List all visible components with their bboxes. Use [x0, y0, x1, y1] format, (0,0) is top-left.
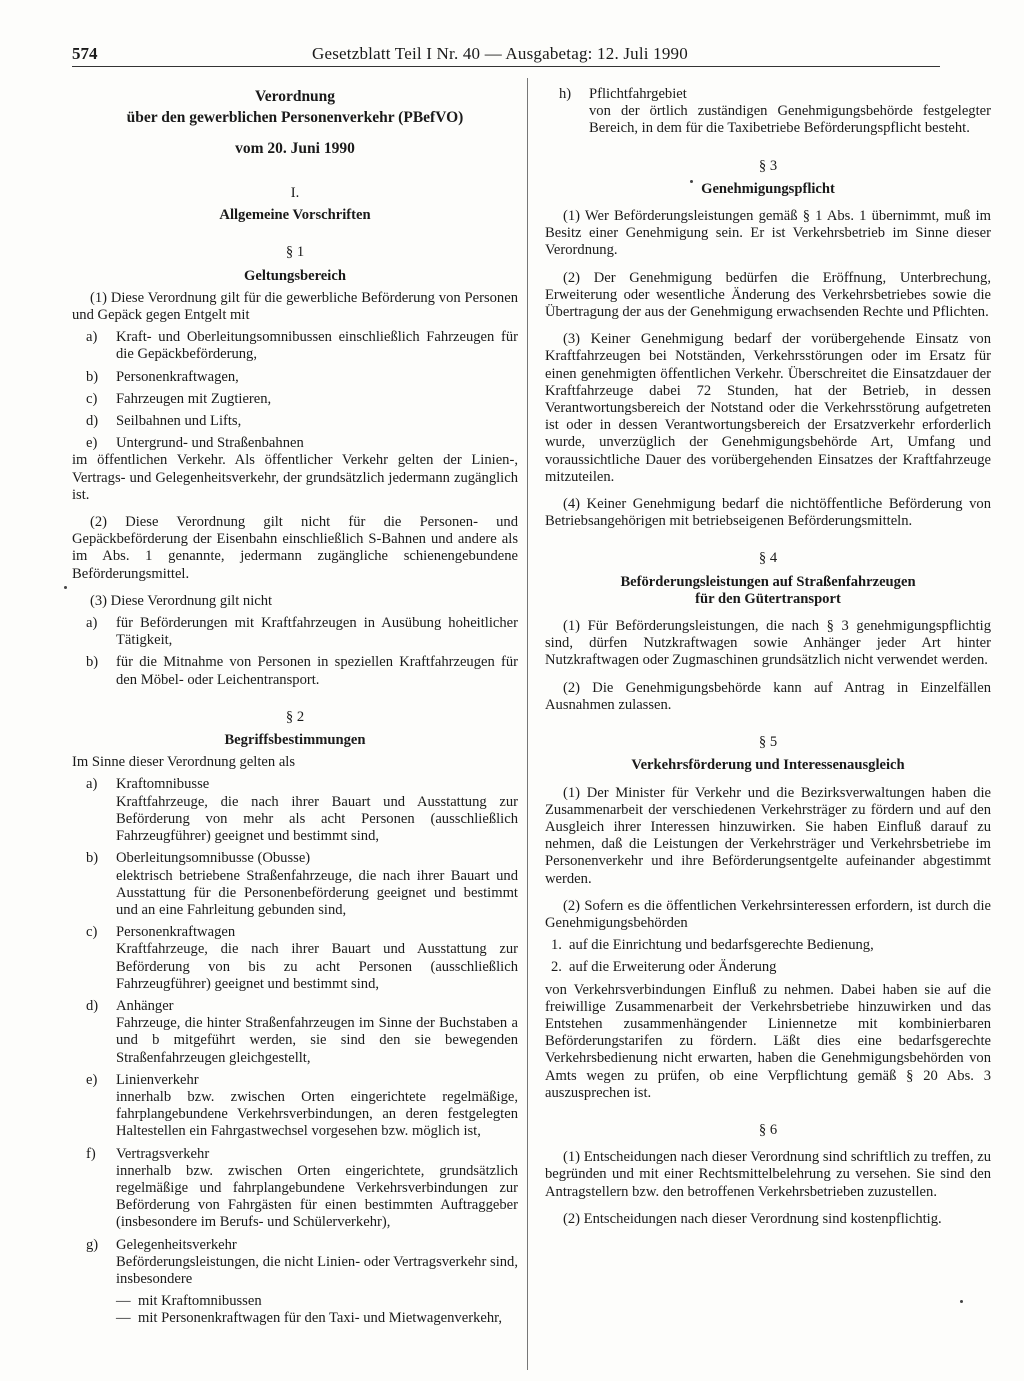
s4-paragraph-2: (2) Die Genehmigungsbehörde kann auf Antrag in Einzelfällen Ausnahmen zulassen.: [545, 679, 991, 713]
section-5-heading: Verkehrsförderung und Interessenausgleich: [631, 757, 905, 774]
left-column: [72, 86, 518, 1328]
s3-paragraph-3: (3) Keiner Genehmigung bedarf der vorübergehende Einsatz von Kraftfahrzeugen bei Notständen, Verkehrsstörungen oder im Ersatz für einen genehmigten öffentlichen Verkehr. Überschreitet die Einsatzdauer der Kraftfahrzeuge dabei 72 Stunden, hat der Betrieb, in dessen Verantwortungsbereich der Notstand oder die Verkehrsstörung aufgetreten ist oder in dessen Verantwortungsbereich der Ersatzverkehr erforderlich wurde, unverzüglich der Genehmigungsbehörde Art, Umfang und voraussichtliche Dauer des vorübergehenden Einsatzes der Kraftfahrzeuge mitzuteilen.: [545, 331, 991, 485]
part-heading: Allgemeine Vorschriften: [219, 207, 371, 224]
s1-paragraph-1-end: im öffentlichen Verkehr. Als öffentlicher Verkehr gelten der Linien-, Vertrags- und Gelegenheitsverkehr, der grundsätzlich jedermann zugänglich ist.: [72, 452, 518, 503]
ordinance-title-line1: Verordnung: [254, 88, 336, 105]
gazette-title: Gesetzblatt Teil I Nr. 40 — Ausgabetag: 12. Juli 1990: [312, 44, 688, 63]
dash-item: — mit Kraftomnibussen: [116, 1293, 262, 1310]
list-item: 2. auf die Erweiterung oder Änderung: [551, 959, 777, 976]
ordinance-date: vom 20. Juni 1990: [235, 140, 355, 157]
section-4-heading-line2: für den Gütertransport: [695, 590, 841, 607]
section-5-number: § 5: [758, 734, 778, 751]
dash-item: — mit Personenkraftwagen für den Taxi- und Mietwagenverkehr,: [116, 1310, 503, 1327]
s5-paragraph-2-end: von Verkehrsverbindungen Einfluß zu nehmen. Dabei haben sie auf die freiwillige Zusammenarbeit der Verkehrsbetriebe hinzuwirken und das Entstehen zusammenhängender Liniennetze mit kombinierbaren Beförderungstarifen zu fördern. Läßt dies eine bedarfsgerechte Verkehrsbedienung nicht erwarten, haben die Genehmigungsbehörden von Amts wegen zu prüfen, ob eine Verpflichtung gemäß § 20 Abs. 3 auszusprechen ist.: [545, 981, 991, 1101]
definition-item: h) Pflichtfahrgebiet von der örtlich zuständigen Genehmigungsbehörde festgelegter Bereich, in dem für die Taxibetriebe Beförderungspflicht besteht.: [559, 86, 991, 137]
list-item: e) Untergrund- und Straßenbahnen: [86, 435, 304, 452]
section-3-number: § 3: [758, 157, 778, 174]
definition-item: d) Anhänger Fahrzeuge, die hinter Straßenfahrzeugen im Sinne der Buchstaben a und b mitgeführt werden, sie sind den sie bewegenden Straßenfahrzeugen gleichgestellt,: [86, 997, 518, 1066]
section-3-heading: Genehmigungspflicht: [701, 180, 835, 197]
column-divider: [527, 78, 528, 1370]
s5-paragraph-2: (2) Sofern es die öffentlichen Verkehrsinteressen erfordern, ist durch die Genehmigungsbehörden: [545, 897, 991, 931]
definition-item: g) Gelegenheitsverkehr Beförderungsleistungen, die nicht Linien- oder Vertragsverkehr sind, insbesondere: [86, 1236, 518, 1287]
section-2-number: § 2: [285, 708, 305, 725]
s6-paragraph-2: (2) Entscheidungen nach dieser Verordnung sind kostenpflichtig.: [563, 1210, 942, 1227]
section-2-heading: Begriffsbestimmungen: [224, 732, 366, 749]
definition-item: c) Personenkraftwagen Kraftfahrzeuge, die nach ihrer Bauart und Ausstattung zur Beförderung von bis zu acht Personen (ausschließlich Fahrzeugführer) geeignet und bestimmt sind,: [86, 924, 518, 992]
list-item: b) Personenkraftwagen,: [86, 368, 239, 385]
part-numeral: I.: [290, 185, 300, 201]
s3-paragraph-4: (4) Keiner Genehmigung bedarf die nichtöffentliche Beförderung von Betriebsangehörigen mit betriebseigenen Beförderungsmitteln.: [545, 496, 991, 530]
section-4-number: § 4: [758, 550, 778, 567]
section-1-number: § 1: [285, 244, 305, 261]
section-6-number: § 6: [758, 1121, 778, 1138]
list-item: a) Kraft- und Oberleitungsomnibussen einschließlich Fahrzeugen für die Gepäckbeförderung,: [86, 329, 518, 363]
list-item: d) Seilbahnen und Lifts,: [86, 413, 242, 430]
list-item: 1. auf die Einrichtung und bedarfsgerechte Bedienung,: [551, 937, 874, 954]
definition-item: b) Oberleitungsomnibusse (Obusse) elektrisch betriebene Straßenfahrzeuge, die nach ihrer Bauart und Ausstattung für die Personenbeförderung geeignet und bestimmt und an eine Fahrleitung gebunden sind,: [86, 850, 518, 918]
s5-paragraph-1: (1) Der Minister für Verkehr und die Bezirksverwaltungen haben die Zusammenarbeit der verschiedenen Verkehrsträger zu fördern und auf den Ausgleich ihrer Interessen hinzuwirken. Sie haben Einfluß darauf zu nehmen, daß die Leistungen der Verkehrsträger und Verkehrsbetriebe im Personenverkehr und ihre Beförderungsentgelte aufeinander abgestimmt werden.: [545, 784, 991, 887]
s3-paragraph-1: (1) Wer Beförderungsleistungen gemäß § 1 Abs. 1 übernimmt, muß im Besitz einer Genehmigung sein. Er ist Verkehrsbetrieb im Sinne dieser Verordnung.: [545, 208, 991, 259]
scan-speck: [690, 180, 693, 183]
list-item: b) für die Mitnahme von Personen in speziellen Kraftfahrzeugen für den Möbel- oder Leichentransport.: [86, 654, 518, 688]
definition-item: e) Linienverkehr innerhalb bzw. zwischen Orten eingerichtete regelmäßige, fahrplangebundene Verkehrsverbindungen, an deren festgelegten Haltestellen ein Fahrgastwechsel vorgesehen bzw. möglich ist,: [86, 1071, 518, 1140]
page-header: [72, 44, 940, 67]
s2-intro: Im Sinne dieser Verordnung gelten als: [72, 754, 296, 771]
scan-speck: [64, 586, 67, 589]
s1-paragraph-2: (2) Diese Verordnung gilt nicht für die Personen- und Gepäckbeförderung der Eisenbahn einschließlich S-Bahnen und andere als im Abs. 1 genannte, jedermann zugängliche schienengebundene Beförderungsmittel.: [72, 514, 518, 582]
list-item: a) für Beförderungen mit Kraftfahrzeugen in Ausübung hoheitlicher Tätigkeit,: [86, 615, 518, 649]
section-4-heading-line1: Beförderungsleistungen auf Straßenfahrzeugen: [620, 573, 916, 590]
section-1-heading: Geltungsbereich: [244, 267, 346, 284]
right-column: [545, 86, 991, 1228]
scan-speck: [960, 1300, 963, 1303]
page-number: 574: [72, 44, 98, 63]
s1-paragraph-3: (3) Diese Verordnung gilt nicht: [90, 592, 273, 609]
s3-paragraph-2: (2) Der Genehmigung bedürfen die Eröffnung, Unterbrechung, Erweiterung oder wesentliche Änderung des Verkehrsbetriebes sowie die Übertragung der aus der Genehmigung erwachsenden Rechte und Pflichten.: [545, 269, 991, 321]
list-item: c) Fahrzeugen mit Zugtieren,: [86, 390, 272, 407]
s4-paragraph-1: (1) Für Beförderungsleistungen, die nach § 3 genehmigungspflichtig sind, dürfen Nutzkraftwagen sowie Anhänger jeder Art hinter Nutzkraftwagen oder Zugmaschinen grundsätzlich nicht verwendet werden.: [545, 618, 991, 669]
definition-item: a) Kraftomnibusse Kraftfahrzeuge, die nach ihrer Bauart und Ausstattung zur Beförderung von mehr als acht Personen (ausschließlich Fahrzeugführer) geeignet und bestimmt sind,: [86, 776, 518, 845]
s6-paragraph-1: (1) Entscheidungen nach dieser Verordnung sind schriftlich zu treffen, zu begründen und mit einer Rechtsmittelbelehrung zu versehen. Sie sind den Antragstellern bzw. den betroffenen Verkehrsbetrieben zuzustellen.: [545, 1149, 991, 1200]
definition-item: f) Vertragsverkehr innerhalb bzw. zwischen Orten eingerichtete, grundsätzlich regelmäßige und fahrplangebundene Verkehrsverbindungen zur Beförderung von Fahrgästen für einen bestimmten Auftraggeber (insbesondere im Berufs- und Schülerverkehr),: [86, 1145, 518, 1231]
s1-paragraph-1: (1) Diese Verordnung gilt für die gewerbliche Beförderung von Personen und Gepäck gegen Entgelt mit: [72, 289, 518, 324]
ordinance-title-line2: über den gewerblichen Personenverkehr (PBefVO): [126, 109, 464, 126]
